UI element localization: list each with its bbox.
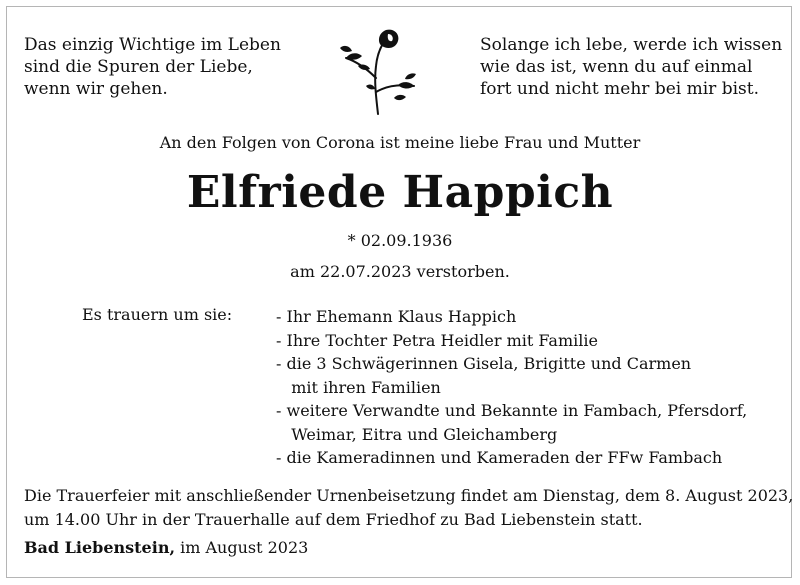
intro-text: An den Folgen von Corona ist meine liebe Frau und Mutter <box>159 133 641 152</box>
deceased-name: Elfriede Happich <box>186 167 614 218</box>
list-item: mit ihren Familien <box>276 377 441 397</box>
service-line: Die Trauerfeier mit anschließender Urnenbeisetzung findet am Dienstag, dem 8. August 2023, <box>24 486 794 505</box>
list-item: Weimar, Eitra und Gleichamberg <box>276 424 558 444</box>
poem-line: sind die Spuren der Liebe, <box>24 57 253 77</box>
place-name: Bad Liebenstein, <box>24 538 176 557</box>
place-date <box>24 538 308 557</box>
service-line: um 14.00 Uhr in der Trauerhalle auf dem Friedhof zu Bad Liebenstein statt. <box>24 510 643 529</box>
rose-icon <box>336 26 420 116</box>
poem-line: wenn wir gehen. <box>24 79 168 99</box>
poem-line: Solange ich lebe, werde ich wissen <box>480 35 783 55</box>
poem-line: wie das ist, wenn du auf einmal <box>480 57 753 77</box>
list-item: - die 3 Schwägerinnen Gisela, Brigitte und Carmen <box>276 354 692 373</box>
list-item: - die Kameradinnen und Kameraden der FFw Fambach <box>276 448 723 467</box>
poem-left <box>24 34 281 100</box>
mourners-list <box>276 305 747 470</box>
birth-date: * 02.09.1936 <box>347 231 453 250</box>
list-item: - Ihre Tochter Petra Heidler mit Familie <box>276 330 598 350</box>
mourners-label: Es trauern um sie: <box>82 305 233 324</box>
date-text: im August 2023 <box>175 538 309 557</box>
service-info <box>24 484 793 532</box>
list-item: - Ihr Ehemann Klaus Happich <box>276 307 517 326</box>
poem-line: Das einzig Wichtige im Leben <box>24 35 281 55</box>
poem-line: fort und nicht mehr bei mir bist. <box>480 79 759 99</box>
death-date: am 22.07.2023 verstorben. <box>290 262 510 281</box>
list-item: - weitere Verwandte und Bekannte in Fambach, Pfersdorf, <box>276 401 748 420</box>
poem-right <box>480 34 782 100</box>
